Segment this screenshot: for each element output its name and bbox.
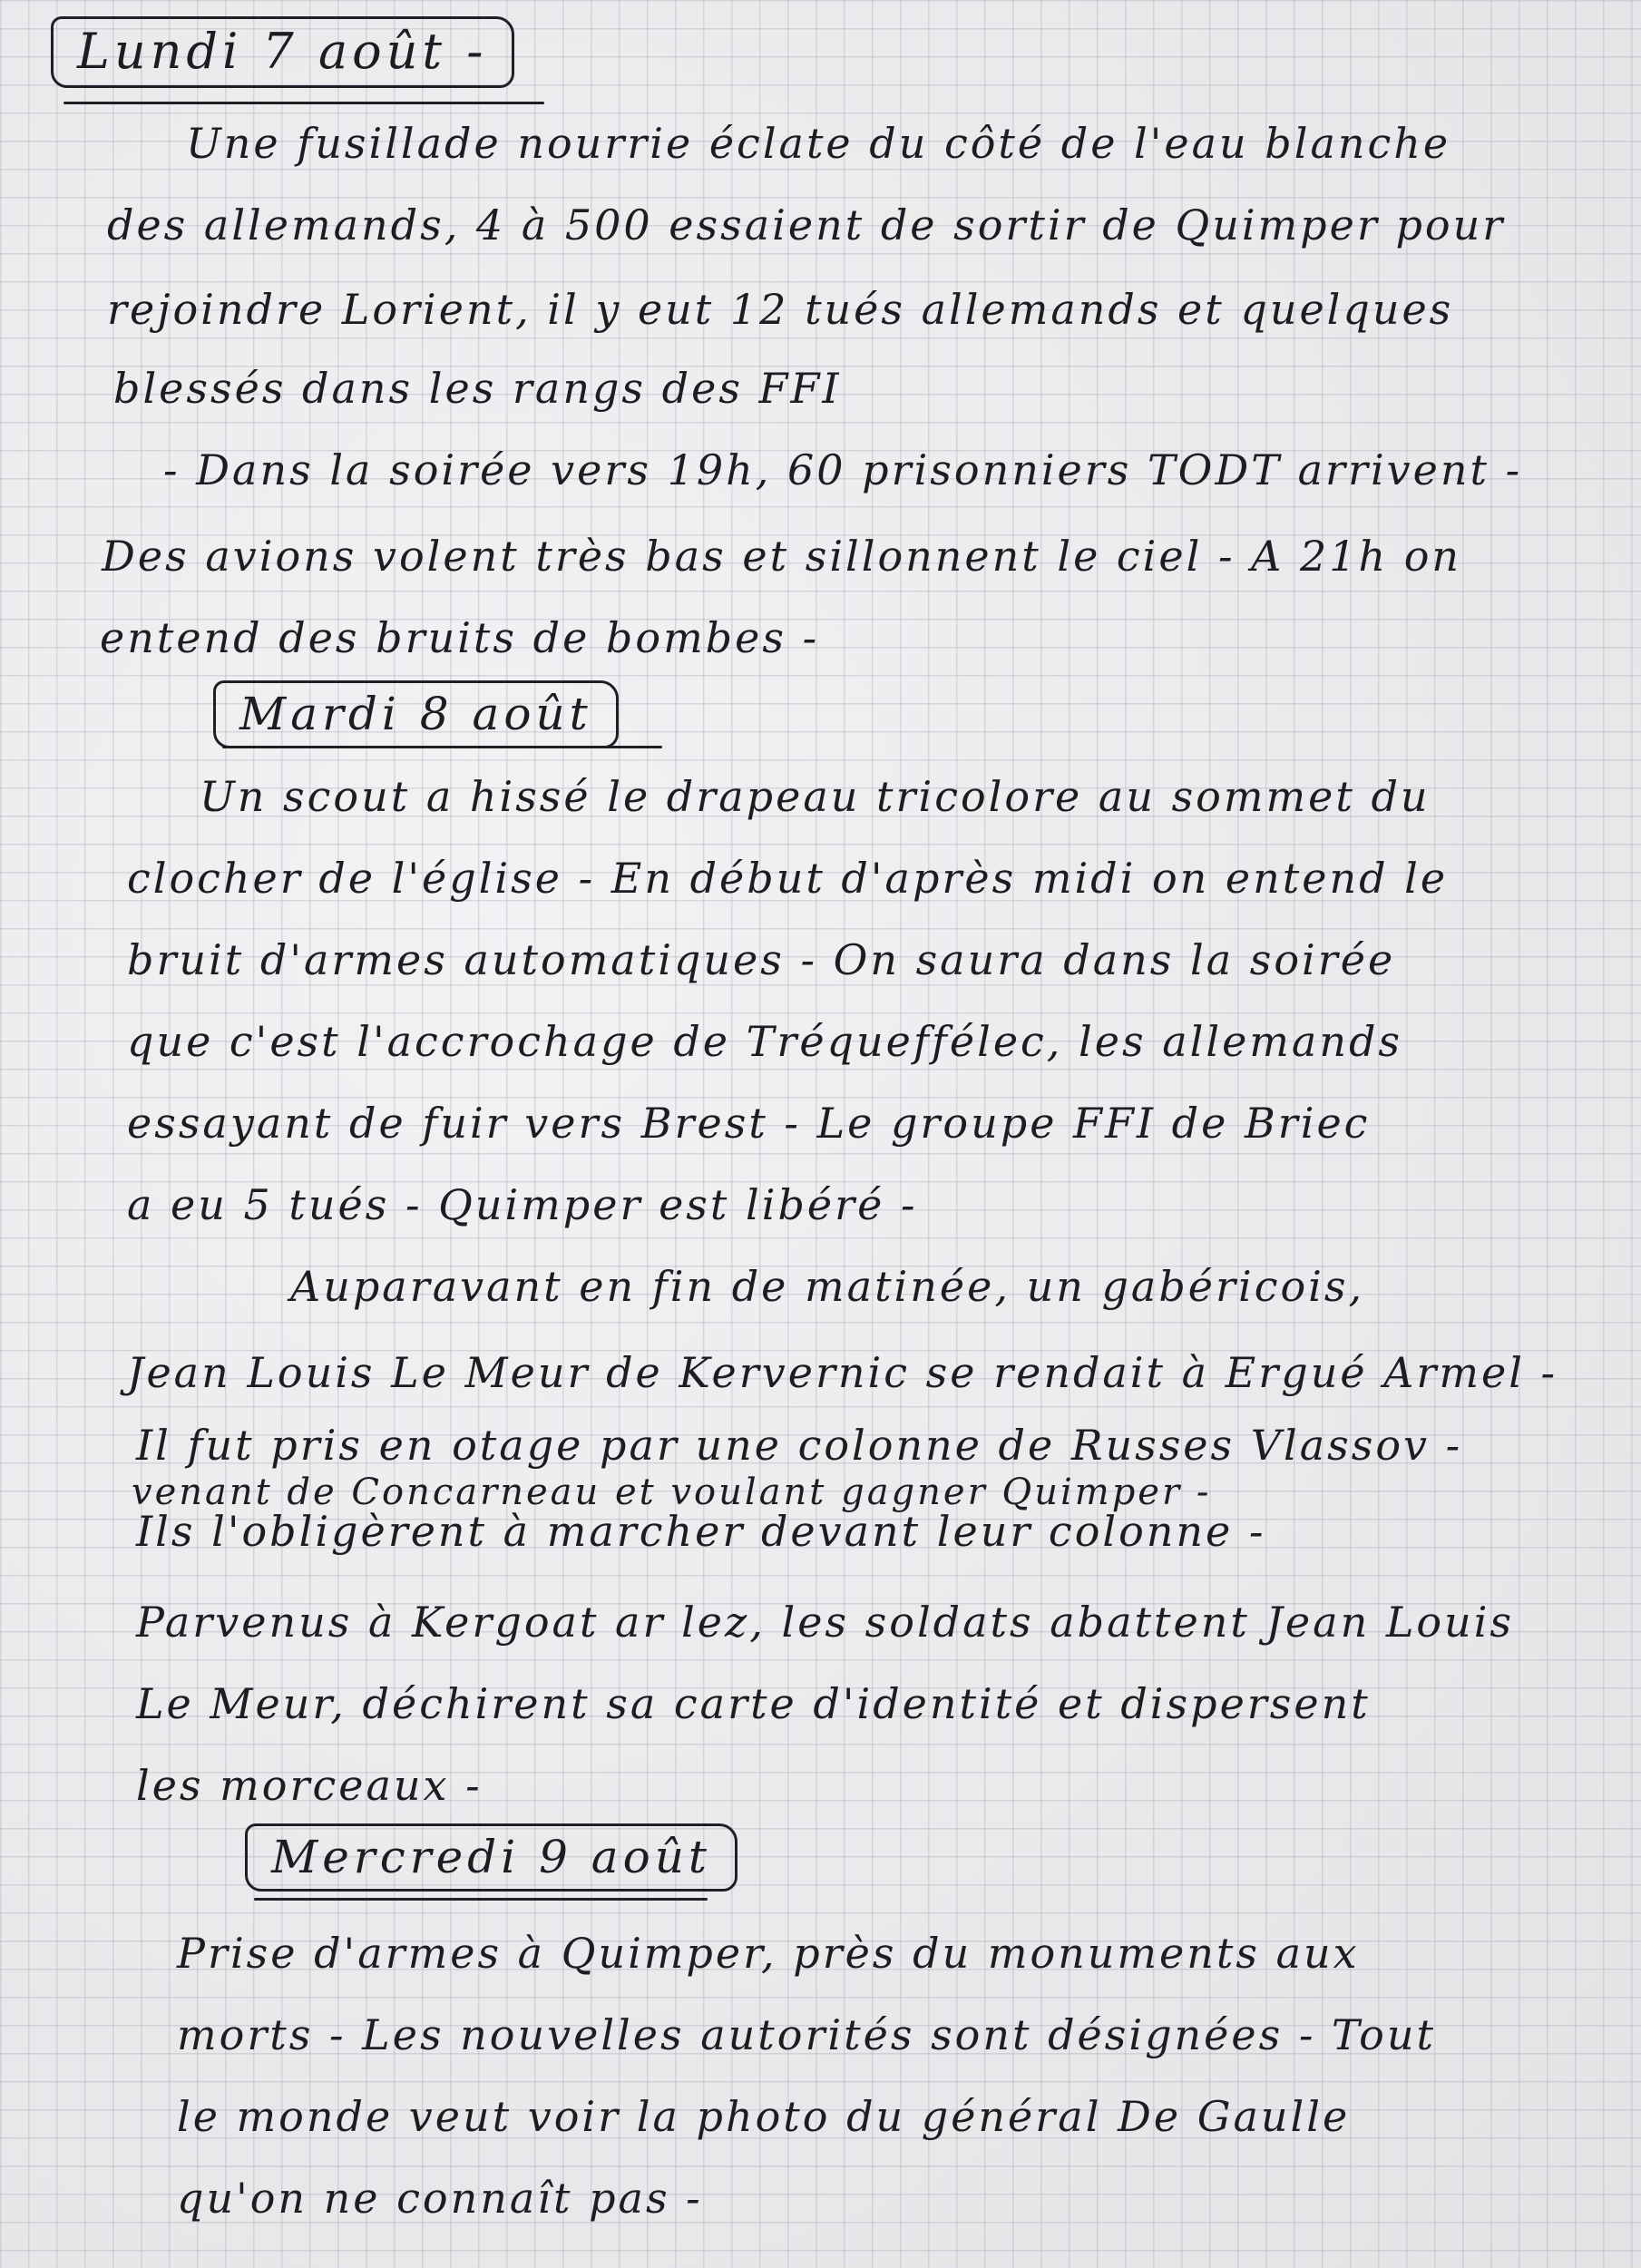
text-line: Ils l'obligèrent à marcher devant leur colonne - (136, 1507, 1266, 1556)
date-underline (222, 746, 662, 748)
text-line: morts - Les nouvelles autorités sont désignées - Tout (177, 2010, 1436, 2059)
text-line: le monde veut voir la photo du général De Gaulle (177, 2092, 1351, 2141)
text-line: Des avions volent très bas et sillonnent le ciel - A 21h on (102, 532, 1462, 581)
text-line: les morceaux - (136, 1761, 483, 1810)
text-line: a eu 5 tués - Quimper est libéré - (127, 1180, 918, 1229)
text-line: venant de Concarneau et voulant gagner Quimper - (132, 1471, 1212, 1513)
text-line: Prise d'armes à Quimper, près du monuments aux (177, 1929, 1360, 1978)
text-line: Il fut pris en otage par une colonne de Russes Vlassov - (136, 1421, 1463, 1470)
text-line: Le Meur, déchirent sa carte d'identité et dispersent (136, 1679, 1371, 1728)
text-line: Parvenus à Kergoat ar lez, les soldats abattent Jean Louis (136, 1598, 1515, 1647)
date-heading: Mardi 8 août (213, 680, 619, 748)
date-underline (63, 102, 544, 104)
text-line: essayant de fuir vers Brest - Le groupe FFI de Briec (127, 1099, 1371, 1148)
text-line: bruit d'armes automatiques - On saura dans la soirée (127, 935, 1396, 984)
text-line: Une fusillade nourrie éclate du côté de l'eau blanche (186, 119, 1451, 168)
text-line: clocher de l'église - En début d'après midi on entend le (127, 854, 1449, 903)
date-heading: Lundi 7 août - (51, 16, 514, 88)
text-line: qu'on ne connaît pas - (177, 2174, 703, 2223)
text-line: - Dans la soirée vers 19h, 60 prisonniers TODT arrivent - (163, 445, 1523, 494)
text-line: blessés dans les rangs des FFI (113, 364, 842, 413)
text-line: rejoindre Lorient, il y eut 12 tués allemands et quelques (107, 285, 1454, 334)
text-line: Auparavant en fin de matinée, un gabéricois, (290, 1262, 1365, 1311)
text-line: Un scout a hissé le drapeau tricolore au sommet du (200, 772, 1431, 821)
text-line: Jean Louis Le Meur de Kervernic se rendait à Ergué Armel - (127, 1348, 1558, 1397)
date-underline (254, 1898, 708, 1901)
text-line: entend des bruits de bombes - (100, 613, 820, 662)
date-heading: Mercredi 9 août (245, 1823, 737, 1892)
text-line: que c'est l'accrochage de Tréqueffélec, les allemands (127, 1017, 1403, 1066)
text-line: des allemands, 4 à 500 essaient de sortir de Quimper pour (107, 200, 1506, 249)
